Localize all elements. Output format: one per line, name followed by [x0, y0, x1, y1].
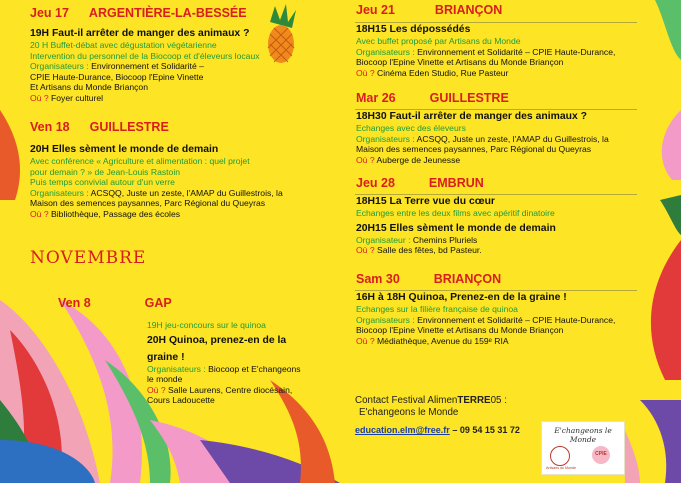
where-value: Salle des fêtes, bd Pasteur. [374, 245, 482, 256]
event-header [30, 6, 335, 21]
organizers-value: ACSQQ, Juste un zeste, l'AMAP du Guillestrois, la [88, 187, 283, 198]
contact-block [355, 395, 520, 437]
event-detail: pour demain ? » de Jean-Louis Rastoin [30, 166, 181, 177]
event-date: Jeu 21 [356, 3, 395, 17]
leaf-shape [655, 0, 681, 60]
where-label: Où ? [356, 154, 375, 165]
organizers-label: Organisateurs : [30, 187, 89, 198]
event-detail: Avec buffet proposé par Artisans du Monde [356, 36, 521, 46]
where-value: Auberge de Jeunesse [374, 154, 461, 165]
cpie-label: CPIE [595, 451, 607, 457]
organizers-value: le monde [147, 374, 183, 385]
event-detail: 20 H Buffet-débat avec dégustation végétarienne [30, 40, 217, 50]
event-header [30, 120, 340, 135]
where-label: Où ? [356, 245, 375, 256]
organizers-value: CPIE Haute-Durance, Biocoop l'Epine Vinette [30, 71, 204, 82]
where-value: Cinéma Eden Studio, Rue Pasteur [374, 67, 509, 78]
event-detail: Intervention du personnel de la Biocoop et d'éleveurs locaux [30, 50, 260, 61]
echangeons-logo-text: E'changeons le Monde [554, 426, 612, 444]
leaf-shape [640, 400, 681, 483]
event-place: GUILLESTRE [429, 91, 509, 105]
where-label: Où ? [147, 384, 166, 395]
artisans-du-monde-label: Artisans du Monde [546, 466, 576, 470]
event-title: graine ! [147, 351, 185, 363]
event-header [356, 91, 656, 106]
organizers-label: Organisateurs : [30, 61, 89, 72]
leaf-shape [662, 110, 681, 180]
where-value: Médiathèque, Avenue du 159ᵉ RIA [374, 335, 509, 346]
where-label: Où ? [30, 208, 49, 219]
month-heading: NOVEMBRE [30, 248, 147, 268]
event-detail: Puis temps convivial autour d'un verre [30, 177, 175, 188]
event-date: Ven 8 [58, 296, 91, 310]
organizers-label: Organisateurs : [356, 133, 415, 144]
event-header [356, 176, 656, 191]
where-value: Cours Ladoucette [147, 395, 215, 406]
event-place: EMBRUN [428, 176, 484, 190]
event-date: Jeu 28 [356, 176, 395, 190]
partner-logos [541, 421, 625, 475]
event-briancon-21 [356, 3, 656, 78]
organizers-label: Organisateurs : [147, 363, 206, 374]
event-briancon-30 [356, 272, 656, 346]
organizers-value: Maison des semences paysannes, Parc Régional du Queyras [356, 144, 592, 155]
event-place: BRIANÇON [433, 272, 502, 286]
event-header [356, 272, 656, 287]
leaf-shape [660, 195, 681, 235]
organizers-label: Organisateur : [356, 234, 411, 245]
contact-organization: E'changeons le Monde [359, 407, 459, 418]
event-header [356, 3, 656, 18]
event-embrun [356, 176, 656, 256]
event-guillestre-18 [30, 120, 340, 220]
leaf-shape [0, 110, 20, 200]
organizers-label: Organisateurs : [356, 314, 415, 325]
email-link[interactable]: education.elm@free.fr [355, 425, 450, 435]
event-date: Sam 30 [356, 272, 400, 286]
organizers-value: Et Artisans du Monde Briançon [30, 82, 148, 93]
event-argentiere [30, 6, 335, 104]
event-title: 16H à 18H Quinoa, Prenez-en de la graine ! [356, 292, 567, 303]
where-value: Bibliothèque, Passage des écoles [48, 208, 181, 219]
organizers-value: Chemins Pluriels [410, 234, 478, 245]
contact-title: Contact Festival AlimenTERRE05 : [355, 395, 507, 406]
organizers-value: Biocoop et E'changeons [205, 363, 301, 374]
organizers-value: ACSQQ, Juste un zeste, l'AMAP du Guillestrois, la [414, 133, 609, 144]
event-place: ARGENTIÈRE-LA-BESSÉE [88, 6, 247, 20]
event-detail: Echanges sur la filière française de quinoa [356, 304, 518, 314]
where-value: Salle Laurens, Centre diocésain, [165, 384, 293, 395]
event-detail: Avec conférence « Agriculture et alimentation : quel projet [30, 156, 250, 166]
event-detail: 19H jeu-concours sur le quinoa [147, 320, 266, 330]
organizers-value: Biocoop l'Epine Vinette et Artisans du Monde Briançon [356, 325, 564, 336]
where-label: Où ? [356, 67, 375, 78]
where-value: Foyer culturel [48, 92, 104, 103]
event-gap-details [147, 320, 322, 406]
where-label: Où ? [30, 92, 49, 103]
event-date: Ven 18 [30, 120, 70, 134]
event-title: 18H15 Les dépossédés [356, 24, 471, 35]
event-date: Mar 26 [356, 91, 396, 105]
event-detail: Echanges entre les deux films avec apéritif dinatoire [356, 208, 555, 218]
event-title: 20H Elles sèment le monde de demain [30, 144, 219, 155]
event-place: GUILLESTRE [89, 120, 169, 134]
organizers-value: Biocoop l'Epine Vinette et Artisans du Monde Briançon [356, 57, 564, 68]
event-gap [58, 296, 318, 314]
event-detail: Echanges avec des éleveurs [356, 123, 466, 133]
event-date: Jeu 17 [30, 6, 69, 20]
event-place: BRIANÇON [434, 3, 503, 17]
event-header [58, 296, 318, 311]
event-place: GAP [144, 296, 172, 310]
event-title: 18H30 Faut-il arrêter de manger des animaux ? [356, 111, 587, 122]
organizers-value: Environnement et Solidarité – [88, 61, 204, 72]
artisans-du-monde-logo [550, 446, 570, 466]
event-title: 18H15 La Terre vue du cœur [356, 196, 495, 207]
where-label: Où ? [356, 335, 375, 346]
event-title: 19H Faut-il arrêter de manger des animaux ? [30, 28, 250, 39]
organizers-value: Environnement et Solidarité – CPIE Haute-Durance, [414, 314, 616, 325]
event-title: 20H Quinoa, prenez-en de la [147, 334, 287, 346]
event-guillestre-26 [356, 91, 656, 165]
organizers-label: Organisateurs : [356, 46, 415, 57]
organizers-value: Maison des semences paysannes, Parc Régional du Queyras [30, 198, 266, 209]
event-title: 20H15 Elles sèment le monde de demain [356, 222, 556, 234]
organizers-value: Environnement et Solidarité – CPIE Haute-Durance, [414, 46, 616, 57]
phone-number: – 09 54 15 31 72 [449, 425, 520, 435]
